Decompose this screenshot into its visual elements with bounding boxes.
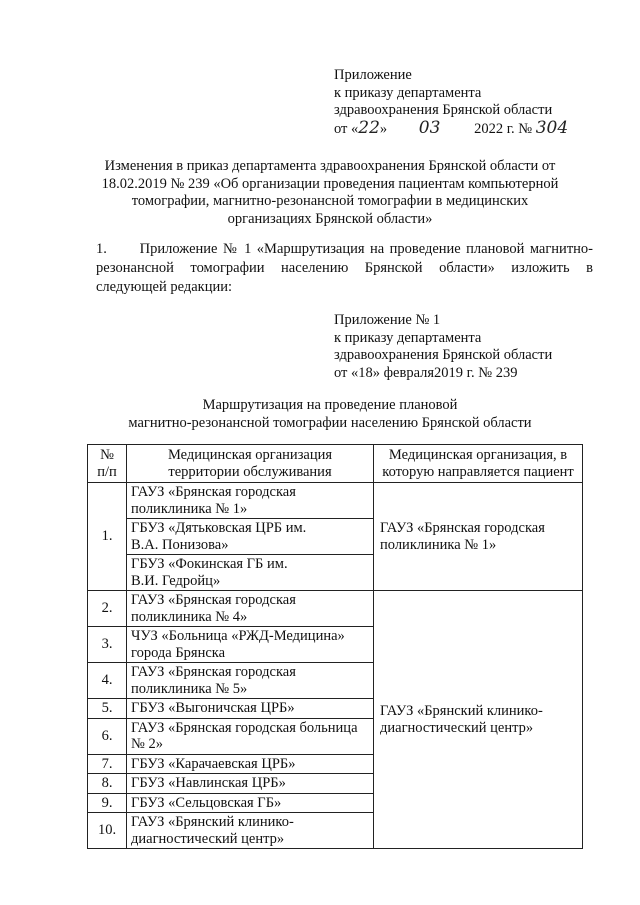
changes-title xyxy=(60,158,600,228)
group-2-target xyxy=(374,591,583,849)
row-10-num: 10. xyxy=(88,813,127,849)
row-6-num: 6. xyxy=(88,718,127,754)
date-close-quote: » xyxy=(379,120,388,137)
row-2-num: 2. xyxy=(88,591,127,627)
table-row xyxy=(88,483,583,519)
routing-title-line-2: магнитно-резонансной томографии населению Брянской области xyxy=(128,414,532,431)
group-2-target-line-1: ГАУЗ «Брянский клинико- xyxy=(380,703,543,719)
header-line-3: здравоохранения Брянской области xyxy=(334,102,553,118)
changes-title-line-4: организациях Брянской области» xyxy=(227,210,433,227)
point-1-line-1: 1. Приложение № 1 «Маршрутизация на проведение плановой магнитно- xyxy=(96,241,593,257)
handwritten-number: 304 xyxy=(535,117,569,138)
point-1-line-2: резонансной томографии населению Брянской области» изложить в xyxy=(96,260,593,276)
table-row xyxy=(88,591,583,627)
row-1-org-b-line-2: В.А. Понизова» xyxy=(131,536,229,553)
point-1-paragraph xyxy=(96,240,593,297)
handwritten-month: 03 xyxy=(418,117,441,138)
row-9-org: ГБУЗ «Сельцовская ГБ» xyxy=(127,793,374,813)
appendix-line-2: к приказу департамента xyxy=(334,329,482,346)
header-org-line-2: территории обслуживания xyxy=(168,463,332,480)
routing-title-line-1: Маршрутизация на проведение плановой xyxy=(202,397,458,413)
handwritten-day: 22 xyxy=(358,117,380,138)
changes-title-line-2: 18.02.2019 № 239 «Об организации проведения пациентам компьютерной xyxy=(101,175,559,192)
row-3-org xyxy=(127,627,374,663)
row-9-num: 9. xyxy=(88,793,127,813)
row-4-num: 4. xyxy=(88,663,127,699)
row-6-org-line-1: ГАУЗ «Брянская городская больница xyxy=(131,719,358,736)
row-1-num: 1. xyxy=(88,483,127,591)
header-target-line-2: которую направляется пациент xyxy=(382,463,574,480)
row-8-num: 8. xyxy=(88,774,127,794)
row-10-org-line-1: ГАУЗ «Брянский клинико- xyxy=(131,814,294,830)
routing-title xyxy=(60,397,600,432)
table-header-row xyxy=(88,445,583,483)
changes-title-line-3: томографии, магнитно-резонансной томографии в медицинских xyxy=(131,193,529,209)
row-2-org-line-1: ГАУЗ «Брянская городская xyxy=(131,592,296,608)
row-1-org-a-line-2: поликлиника № 1» xyxy=(131,500,248,517)
row-5-num: 5. xyxy=(88,699,127,719)
appendix-line-4: от «18» февраля2019 г. № 239 xyxy=(334,364,518,381)
order-header xyxy=(334,67,568,138)
row-3-org-line-1: ЧУЗ «Больница «РЖД-Медицина» xyxy=(131,628,345,644)
row-6-org xyxy=(127,718,374,754)
header-org xyxy=(127,445,374,483)
row-8-org: ГБУЗ «Навлинская ЦРБ» xyxy=(127,774,374,794)
header-line-2: к приказу департамента xyxy=(334,84,482,101)
row-1-org-b-line-1: ГБУЗ «Дятьковская ЦРБ им. xyxy=(131,520,307,536)
row-1-target-line-2: поликлиника № 1» xyxy=(380,536,497,553)
date-year: 2022 г. № xyxy=(474,120,533,137)
row-2-org-line-2: поликлиника № 4» xyxy=(131,608,248,625)
row-1-org-b xyxy=(127,519,374,555)
header-line-1: Приложение xyxy=(334,67,412,83)
header-num xyxy=(88,445,127,483)
appendix-line-1: Приложение № 1 xyxy=(334,312,441,328)
header-num-line-2: п/п xyxy=(97,463,117,480)
row-3-num: 3. xyxy=(88,627,127,663)
header-num-line-1: № xyxy=(100,447,114,463)
header-target xyxy=(374,445,583,483)
point-1-line-3: следующей редакции: xyxy=(96,279,233,295)
row-4-org xyxy=(127,663,374,699)
row-1-org-c-line-1: ГБУЗ «Фокинская ГБ им. xyxy=(131,556,288,572)
row-7-org: ГБУЗ «Карачаевская ЦРБ» xyxy=(127,754,374,774)
row-10-org xyxy=(127,813,374,849)
appendix-line-3: здравоохранения Брянской области xyxy=(334,347,553,363)
row-1-target-line-1: ГАУЗ «Брянская городская xyxy=(380,520,545,536)
row-1-org-a xyxy=(127,483,374,519)
appendix-header xyxy=(334,312,552,382)
row-10-org-line-2: диагностический центр» xyxy=(131,830,285,847)
row-7-num: 7. xyxy=(88,754,127,774)
row-1-target xyxy=(374,483,583,591)
header-date-row xyxy=(334,117,569,139)
group-2-target-line-2: диагностический центр» xyxy=(380,719,534,736)
row-1-org-a-line-1: ГАУЗ «Брянская городская xyxy=(131,484,296,500)
header-target-line-1: Медицинская организация, в xyxy=(388,447,568,463)
header-org-line-1: Медицинская организация xyxy=(167,447,333,463)
row-5-org: ГБУЗ «Выгоничская ЦРБ» xyxy=(127,699,374,719)
row-6-org-line-2: № 2» xyxy=(131,736,163,752)
routing-table xyxy=(87,444,583,849)
row-4-org-line-1: ГАУЗ «Брянская городская xyxy=(131,664,296,680)
date-prefix: от « xyxy=(334,120,359,137)
row-1-org-c xyxy=(127,555,374,591)
row-2-org xyxy=(127,591,374,627)
row-3-org-line-2: города Брянска xyxy=(131,644,226,661)
row-1-org-c-line-2: В.И. Гедройц» xyxy=(131,572,221,589)
row-4-org-line-2: поликлиника № 5» xyxy=(131,680,248,697)
changes-title-line-1: Изменения в приказ департамента здравоохранения Брянской области от xyxy=(104,158,556,174)
